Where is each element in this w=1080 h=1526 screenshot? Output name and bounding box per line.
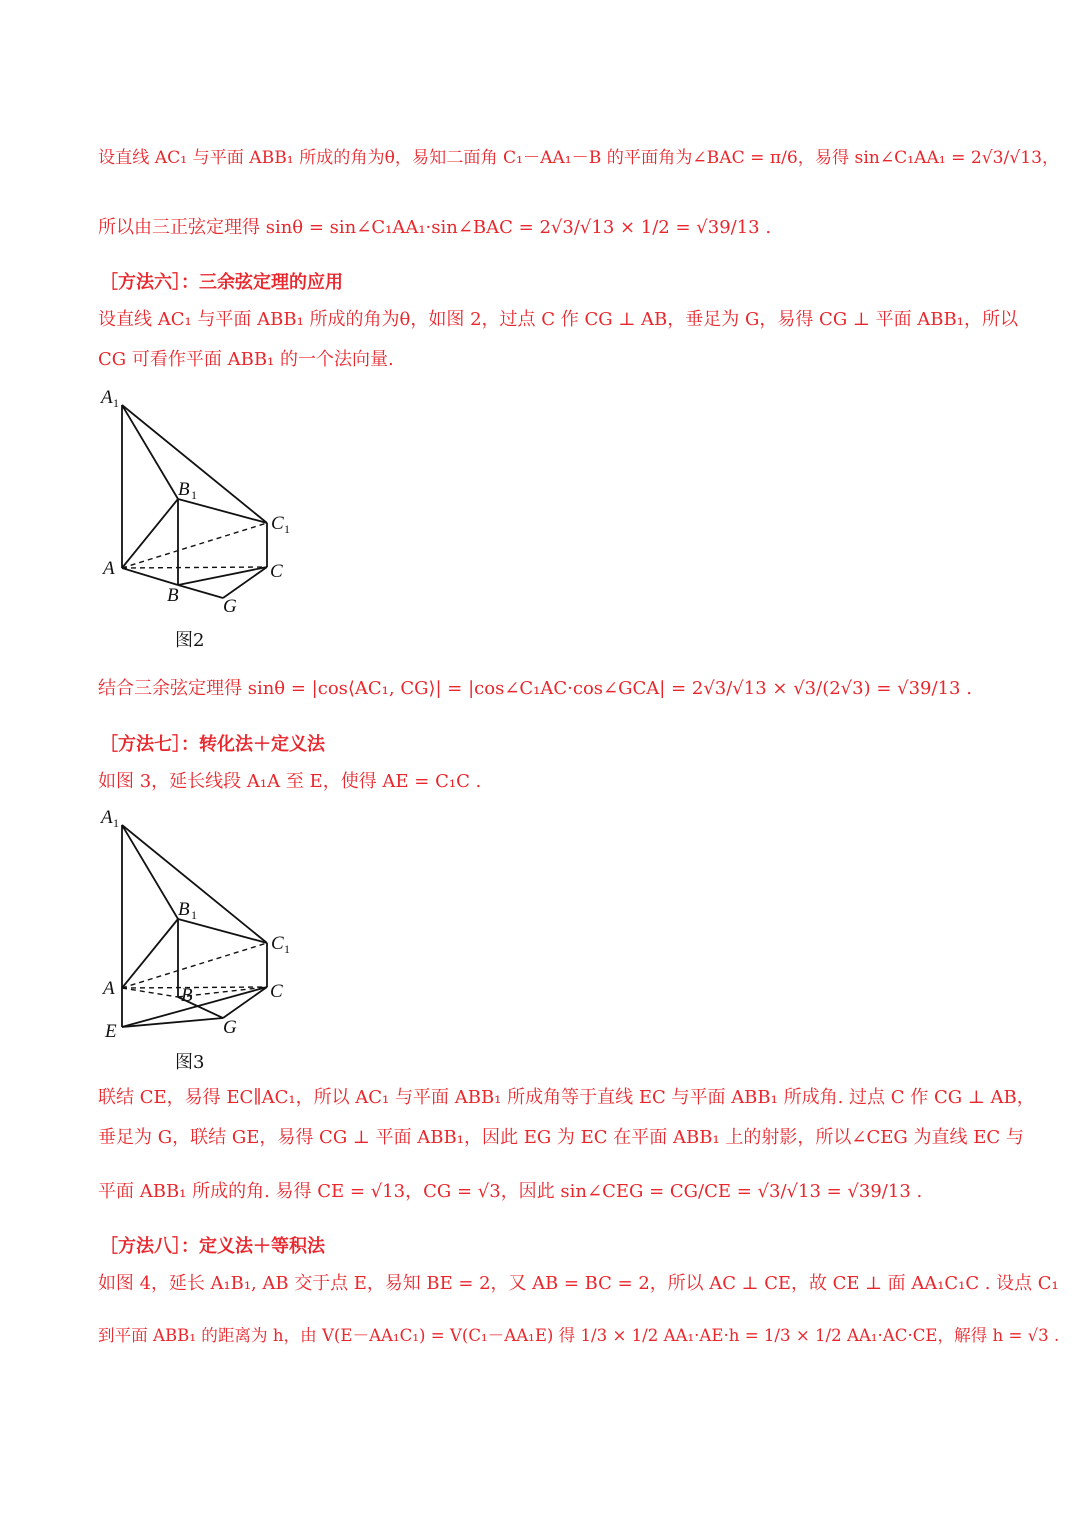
label-B: B — [181, 985, 193, 1006]
heading-method-6: ［方法六］：三余弦定理的应用 — [100, 272, 343, 293]
label-B1: B — [178, 899, 190, 920]
figure-2-caption: 图2 — [175, 630, 205, 651]
figure-3-caption: 图3 — [175, 1052, 205, 1073]
label-B: B — [167, 585, 179, 606]
text-line-3: 设直线 AC₁ 与平面 ABB₁ 所成的角为θ，如图 2，过点 C 作 CG ⊥ AB，垂足为 G，易得 CG ⊥ 平面 ABB₁，所以 — [98, 309, 1018, 330]
text-line-8: 垂足为 G，联结 GE，易得 CG ⊥ 平面 ABB₁，因此 EG 为 EC 在平面 ABB₁ 上的射影，所以∠CEG 为直线 EC 与 — [98, 1127, 1024, 1148]
text-line-10: 如图 4，延长 A₁B₁, AB 交于点 E，易知 BE = 2，又 AB = BC = 2，所以 AC ⊥ CE，故 CE ⊥ 面 AA₁C₁C . 设点 C₁ — [98, 1273, 1059, 1294]
label-A1: A — [101, 807, 113, 828]
figure-3-diagram — [95, 805, 315, 1050]
label-C1-sub: 1 — [284, 942, 290, 956]
label-C: C — [270, 981, 283, 1002]
label-C1-sub: 1 — [284, 522, 290, 536]
label-C1: C — [271, 933, 284, 954]
text-line-1: 设直线 AC₁ 与平面 ABB₁ 所成的角为θ，易知二面角 C₁－AA₁－B 的平面角为∠BAC = π/6，易得 sin∠C₁AA₁ = 2√3/√13， — [98, 148, 1060, 168]
label-G: G — [223, 596, 237, 617]
label-C1: C — [271, 513, 284, 534]
label-B1-sub: 1 — [191, 488, 197, 502]
label-B1: B — [178, 479, 190, 500]
text-line-9: 平面 ABB₁ 所成的角. 易得 CE = √13，CG = √3，因此 sin∠CEG = CG/CE = √3/√13 = √39/13 . — [98, 1181, 923, 1202]
label-G: G — [223, 1017, 237, 1038]
text-line-6: 如图 3，延长线段 A₁A 至 E，使得 AE = C₁C . — [98, 771, 482, 792]
text-line-4: CG 可看作平面 ABB₁ 的一个法向量. — [98, 349, 394, 370]
label-A1: A — [101, 387, 113, 408]
label-A1-sub: 1 — [113, 396, 119, 410]
label-E: E — [105, 1021, 117, 1042]
label-A1-sub: 1 — [113, 816, 119, 830]
text-line-11: 到平面 ABB₁ 的距离为 h，由 V(E－AA₁C₁) = V(C₁－AA₁E) 得 1/3 × 1/2 AA₁·AE·h = 1/3 × 1/2 AA₁·AC·CE，解得 h = √3 . — [98, 1326, 1060, 1345]
figure-2-diagram — [95, 385, 315, 625]
label-A: A — [103, 978, 115, 999]
heading-method-7: ［方法七］：转化法＋定义法 — [100, 734, 325, 755]
label-B1-sub: 1 — [191, 908, 197, 922]
heading-method-8: ［方法八］：定义法＋等积法 — [100, 1236, 325, 1257]
text-line-7: 联结 CE，易得 EC∥AC₁，所以 AC₁ 与平面 ABB₁ 所成角等于直线 EC 与平面 ABB₁ 所成角. 过点 C 作 CG ⊥ AB， — [98, 1087, 1035, 1108]
text-line-2: 所以由三正弦定理得 sinθ = sin∠C₁AA₁·sin∠BAC = 2√3/√13 × 1/2 = √39/13 . — [98, 217, 772, 238]
label-C: C — [270, 561, 283, 582]
text-line-5: 结合三余弦定理得 sinθ = |cos⟨AC₁, CG⟩| = |cos∠C₁AC·cos∠GCA| = 2√3/√13 × √3/(2√3) = √39/13 . — [98, 678, 972, 699]
label-A: A — [103, 558, 115, 579]
